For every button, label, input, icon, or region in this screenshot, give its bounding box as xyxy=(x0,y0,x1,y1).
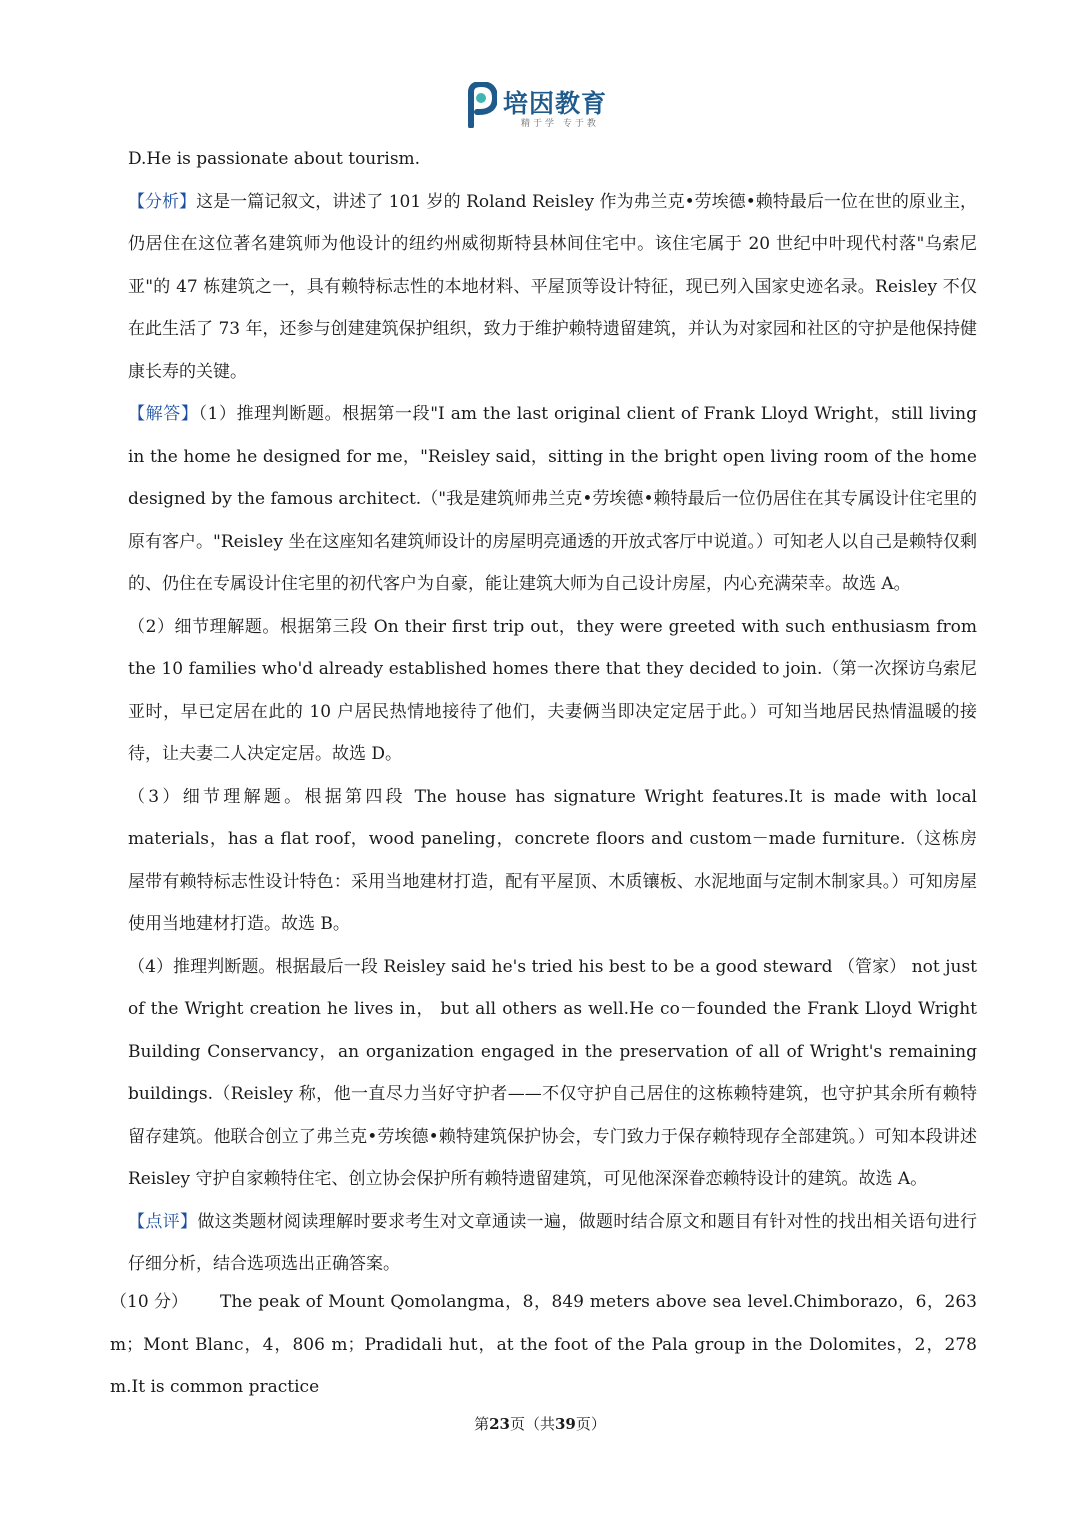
total-pages: 39 xyxy=(555,1415,576,1433)
comment-text: 做这类题材阅读理解时要求考生对文章通读一遍，做题时结合原文和题目有针对性的找出相关语句进行仔细分析，结合选项选出正确答案。 xyxy=(128,1211,978,1274)
answer-paragraph-4: （4）推理判断题。根据最后一段 Reisley said he's tried his best to be a good steward （管家） not just of the Wright creation he lives in， but all others as well.He co－founded the Frank Lloyd Wright Building Conservancy，an organization engaged in the preservation of all of Wright's remaining buildings.（Reisley 称，他一直尽力当好守护者——不仅守护自己居住的这栋赖特建筑，也守护其余所有赖特留存建筑。他联合创立了弗兰克•劳埃德•赖特建筑保护协会，专门致力于保存赖特现存全部建筑。）可知本段讲述 Reisley 守护自家赖特住宅、创立协会保护所有赖特遗留建筑，可见他深深眷恋赖特设计的建筑。故选 A。 xyxy=(128,956,977,1189)
comment-paragraph xyxy=(128,1201,977,1286)
next-question xyxy=(110,1281,977,1409)
question-text: The peak of Mount Qomolangma，8，849 meters above sea level.Chimborazo，6，263 m；Mont Blanc，4，806 m；Pradidali hut，at the foot of the Pala group in the Dolomites，2，278 m.It is common practice xyxy=(110,1292,977,1397)
answer-content xyxy=(128,138,977,1286)
answer-paragraph-3: （3）细节理解题。根据第四段 The house has signature Wright features.It is made with local materials，has a flat roof，wood paneling，concrete floors and custom－made furniture.（这栋房屋带有赖特标志性设计特色：采用当地建材打造，配有平屋顶、木质镶板、水泥地面与定制木制家具。）可知房屋使用当地建材打造。故选 B。 xyxy=(128,786,977,934)
footer-prefix: 第 xyxy=(474,1415,490,1433)
footer-mid: 页（共 xyxy=(509,1415,555,1433)
page-footer xyxy=(0,1413,1080,1434)
brand-logo xyxy=(461,80,621,132)
question-score: （10 分） xyxy=(110,1292,189,1312)
answer-part-1: （1）推理判断题。根据第一段"I am the last original client of Frank Lloyd Wright，still living in the home he designed for me，"Reisley said，sitting in the bright open living room of the home designed by the famous architect.（"我是建筑师弗兰克•劳埃德•赖特最后一位仍居住在其专属设计住宅里的原有客户。"Reisley 坐在这座知名建筑师设计的房屋明亮通透的开放式客厅中说道。）可知老人以自己是赖特仅剩的、仍住在专属设计住宅里的初代客户为自豪，能让建筑大师为自己设计房屋，内心充满荣幸。故选 A。 xyxy=(128,404,978,594)
footer-suffix: 页） xyxy=(575,1415,606,1433)
answer-paragraph-1 xyxy=(128,393,977,606)
analysis-text: 这是一篇记叙文，讲述了 101 岁的 Roland Reisley 作为弗兰克•劳埃德•赖特最后一位在世的原业主，仍居住在这位著名建筑师为他设计的纽约州威彻斯特县林间住宅中。该住宅属于 20 世纪中叶现代村落"乌索尼亚"的 47 栋建筑之一，具有赖特标志性的本地材料、平屋顶等设计特征，现已列入国家史迹名录。Reisley 不仅在此生活了 73 年，还参与创建建筑保护组织，致力于维护赖特遗留建筑，并认为对家园和社区的守护是他保持健康长寿的关键。 xyxy=(128,191,977,382)
analysis-paragraph xyxy=(128,181,977,394)
logo-p-icon xyxy=(461,82,497,128)
answer-paragraph-2: （2）细节理解题。根据第三段 On their first trip out，they were greeted with such enthusiasm from the 10 families who'd already established homes there that they decided to join.（第一次探访乌索尼亚时，早已定居在此的 10 户居民热情地接待了他们，夫妻俩当即决定定居于此。）可知当地居民热情温暖的接待，让夫妻二人决定定居。故选 D。 xyxy=(128,616,977,764)
page-number: 23 xyxy=(489,1415,510,1433)
logo-name: 培因教育 xyxy=(503,89,608,118)
analysis-tag: 【分析】 xyxy=(128,191,197,212)
logo-slogan: 精于学 专于教 xyxy=(521,119,599,129)
option-d: D.He is passionate about tourism. xyxy=(128,149,421,169)
answer-tag: 【解答】 xyxy=(128,404,199,424)
comment-tag: 【点评】 xyxy=(128,1211,198,1232)
